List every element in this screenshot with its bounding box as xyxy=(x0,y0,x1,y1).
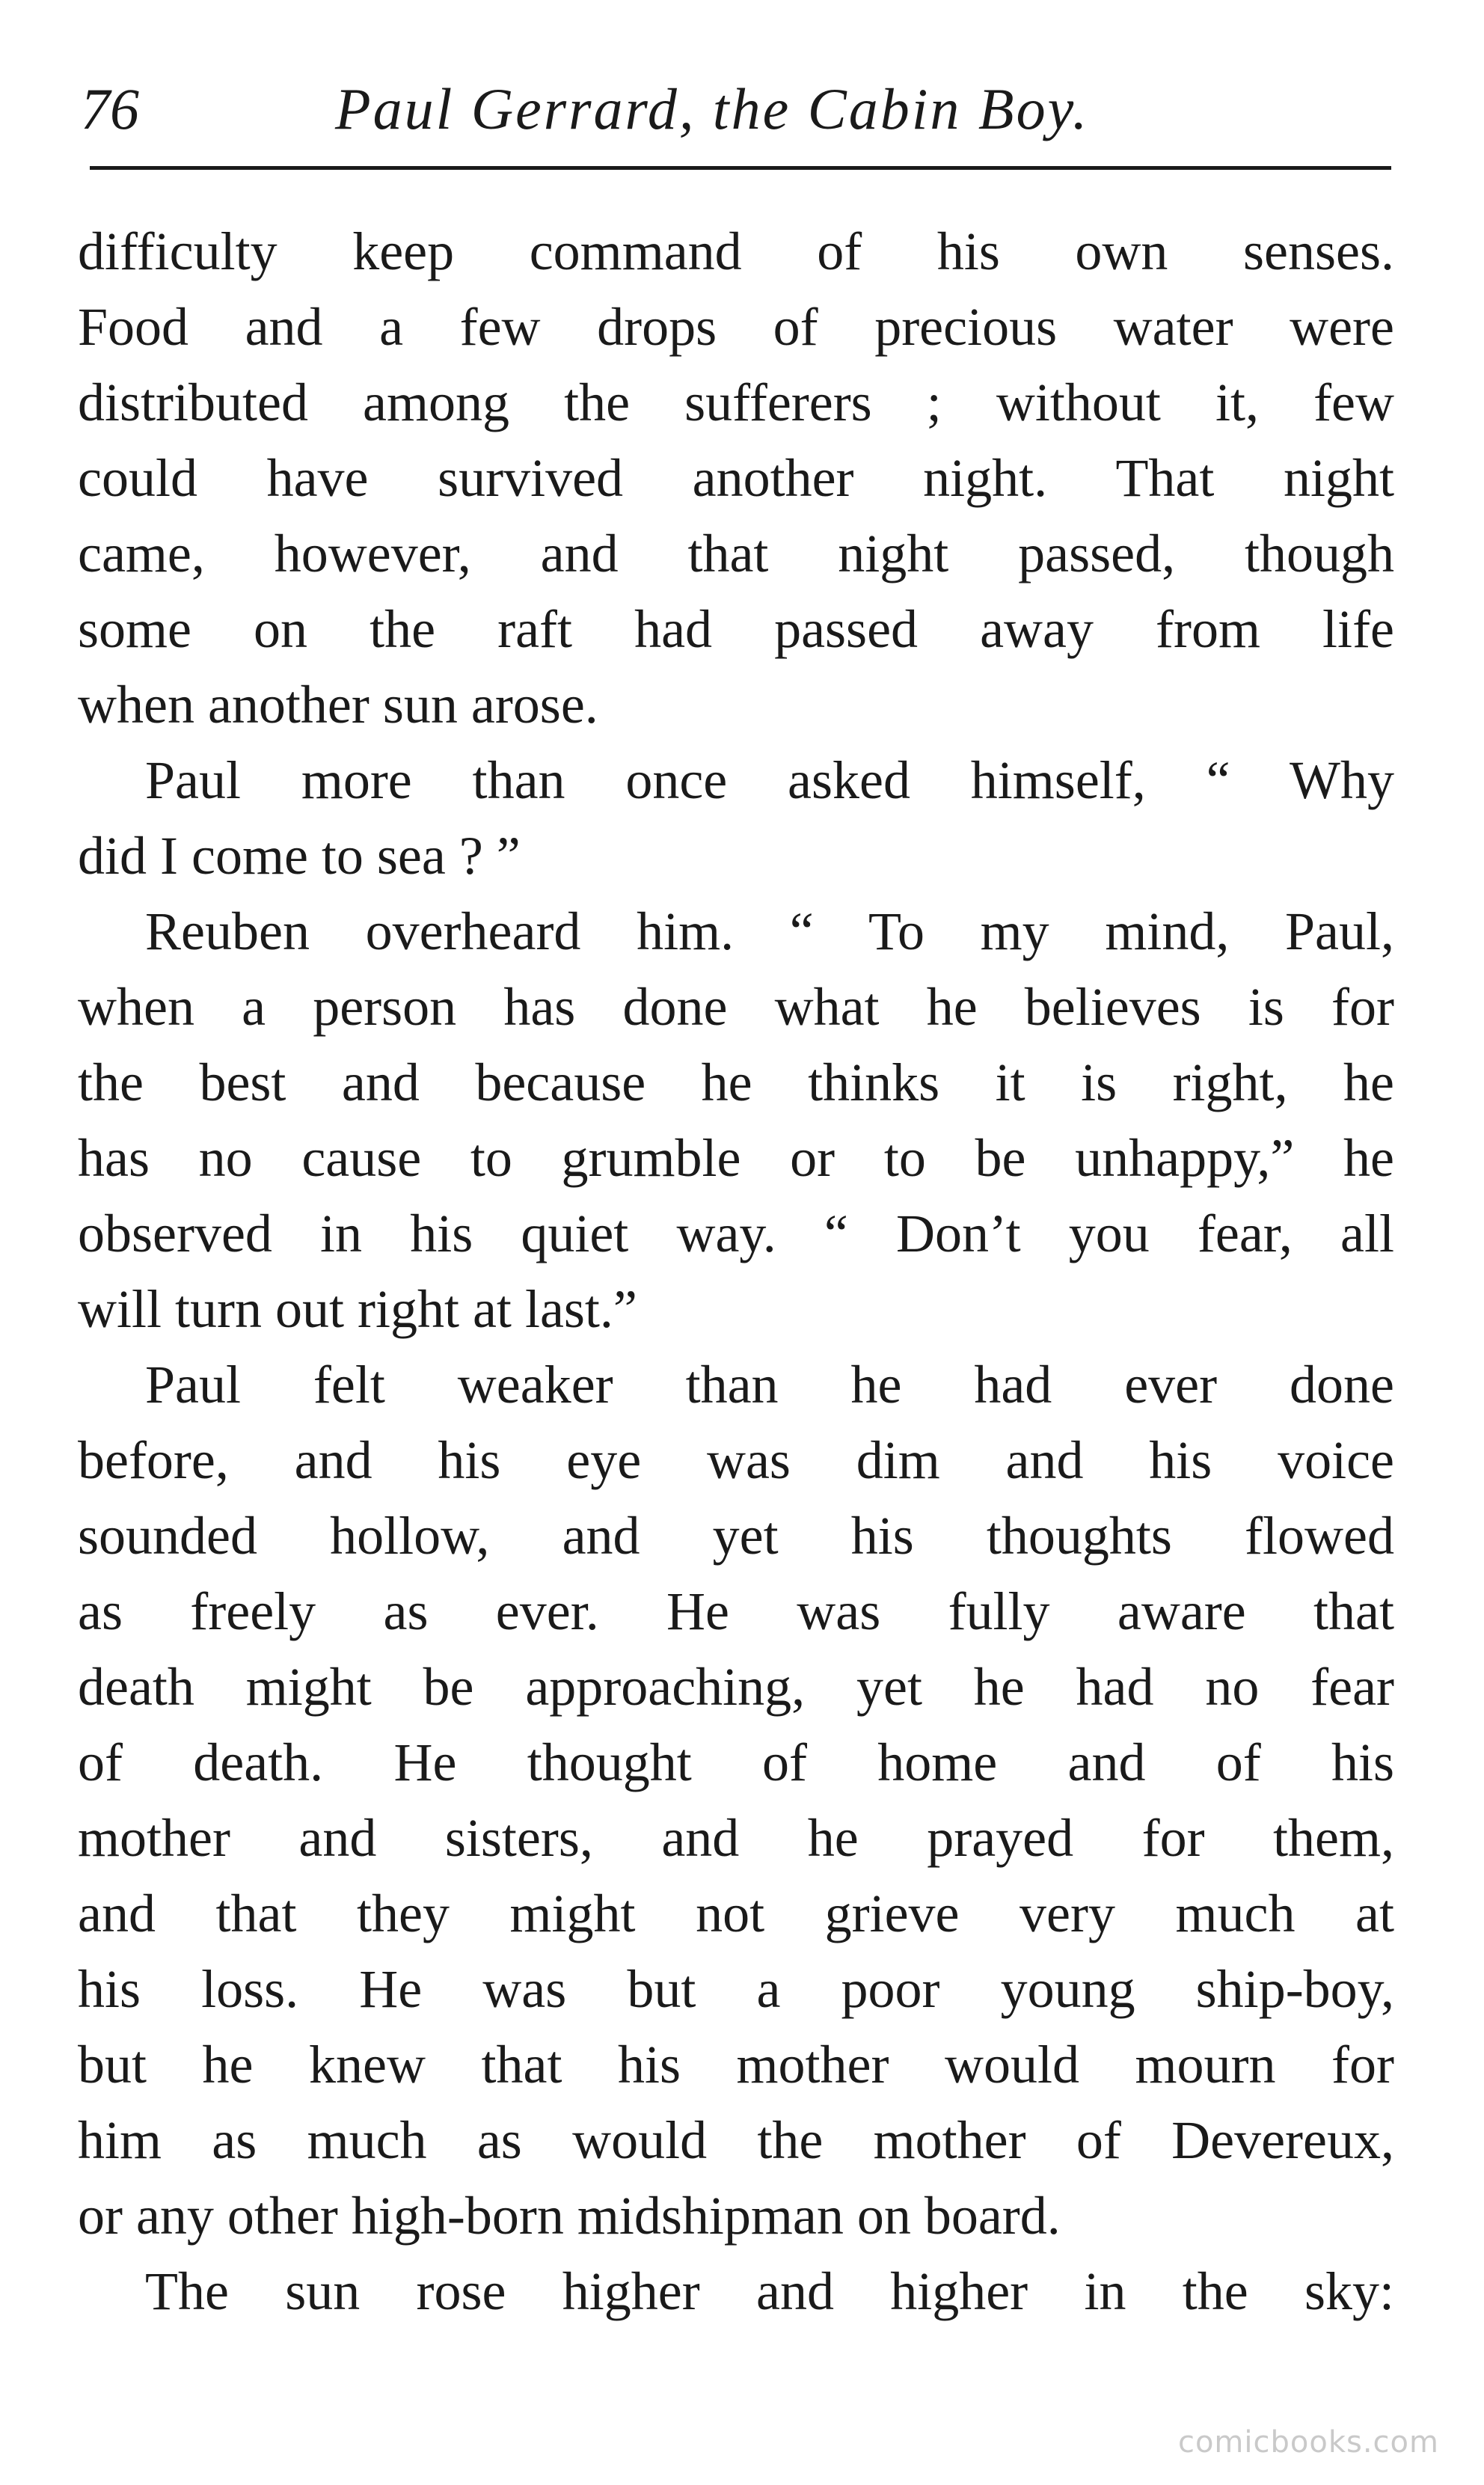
body-text xyxy=(78,214,1394,2329)
page-number: 76 xyxy=(81,76,139,141)
text-line: will turn out right at last.” xyxy=(78,1279,637,1339)
text-line: as freely as ever. He was fully aware that xyxy=(78,1581,1394,1641)
text-line: came, however, and that night passed, though xyxy=(78,524,1394,583)
text-line: The sun rose higher and higher in the sky: xyxy=(145,2261,1394,2321)
text-line: when a person has done what he believes is for xyxy=(78,977,1394,1037)
running-head xyxy=(81,64,1382,154)
text-line: but he knew that his mother would mourn for xyxy=(78,2035,1394,2095)
text-line: Paul felt weaker than he had ever done xyxy=(145,1355,1394,1415)
text-line: Food and a few drops of precious water were xyxy=(78,297,1394,357)
text-line: his loss. He was but a poor young ship-boy, xyxy=(78,1959,1394,2019)
text-line: distributed among the sufferers ; without it, few xyxy=(78,373,1394,432)
text-line: did I come to sea ? ” xyxy=(78,826,521,886)
running-title: Paul Gerrard, the Cabin Boy. xyxy=(335,76,1090,141)
text-line: could have survived another night. That night xyxy=(78,448,1394,508)
text-line: difficulty keep command of his own senses. xyxy=(78,221,1394,281)
watermark: comicbooks.com xyxy=(1177,2425,1439,2460)
text-line: death might be approaching, yet he had no fear xyxy=(78,1657,1394,1717)
text-line: of death. He thought of home and of his xyxy=(78,1732,1394,1792)
text-line: Paul more than once asked himself, “ Why xyxy=(145,750,1394,810)
header-rule xyxy=(90,166,1391,170)
text-line: when another sun arose. xyxy=(78,675,598,735)
text-line: before, and his eye was dim and his voice xyxy=(78,1430,1394,1490)
text-line: the best and because he thinks it is right, he xyxy=(78,1052,1394,1112)
text-line: or any other high-born midshipman on board. xyxy=(78,2186,1061,2246)
text-line: sounded hollow, and yet his thoughts flowed xyxy=(78,1506,1394,1566)
text-line: some on the raft had passed away from life xyxy=(78,599,1394,659)
text-line: him as much as would the mother of Devereux, xyxy=(78,2110,1394,2170)
text-line: mother and sisters, and he prayed for them, xyxy=(78,1808,1394,1868)
text-line: observed in his quiet way. “ Don’t you fear, all xyxy=(78,1204,1394,1263)
text-line: and that they might not grieve very much at xyxy=(78,1884,1394,1943)
text-line: has no cause to grumble or to be unhappy,” he xyxy=(78,1128,1394,1188)
text-line: Reuben overheard him. “ To my mind, Paul, xyxy=(145,901,1394,961)
